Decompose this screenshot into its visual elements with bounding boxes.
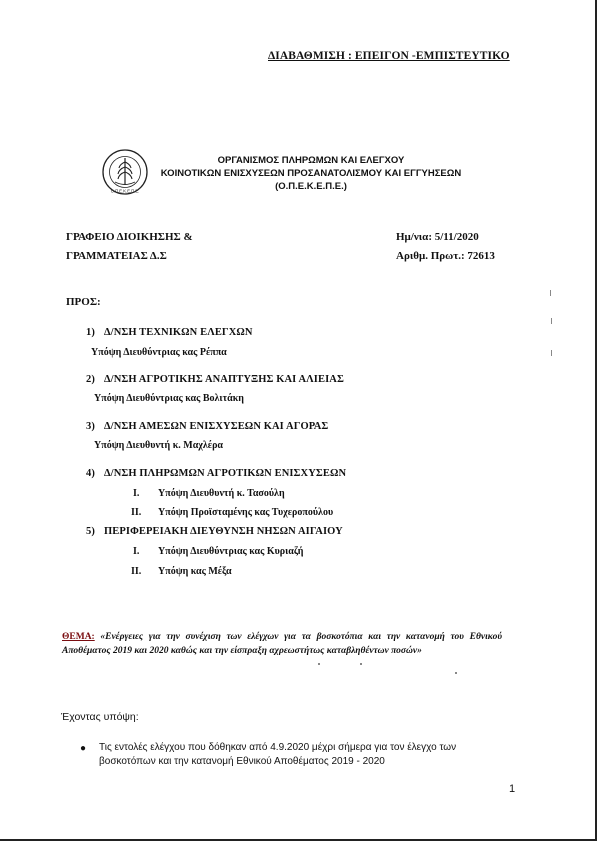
recipient-attention: Υπόψη Διευθύντριας κας Βολιτάκη xyxy=(94,393,244,404)
recipient-attention: Υπόψη Διευθυντή κ. Μαχλέρα xyxy=(94,440,224,451)
opekepe-wheat-logo-icon xyxy=(101,148,149,196)
recipient-name: Δ/ΝΣΗ ΤΕΧΝΙΚΩΝ ΕΛΕΓΧΩΝ xyxy=(104,327,253,338)
sub-recipient-number: II. xyxy=(131,566,142,577)
recipient-number: 4) xyxy=(86,468,95,479)
to-label: ΠΡΟΣ: xyxy=(66,296,101,308)
protocol-number: Αριθμ. Πρωτ.: 72613 xyxy=(396,250,495,262)
recipient-name: Δ/ΝΣΗ ΑΜΕΣΩΝ ΕΝΙΣΧΥΣΕΩΝ ΚΑΙ ΑΓΟΡΑΣ xyxy=(104,421,329,432)
org-line-2: ΚΟΙΝΟΤΙΚΩΝ ΕΝΙΣΧΥΣΕΩΝ ΠΡΟΣΑΝΑΤΟΛΙΣΜΟΥ ΚΑΙ ΕΓΓΥΗΣΕΩΝ xyxy=(160,168,462,179)
subject-text: «Ενέργειες για την συνέχιση των ελέγχων για τα βοσκοτόπια και την κατανομή του Εθνικού Αποθέματος 2019 και 2020 καθώς και την είσπραξη αχρεωστήτως καταβληθέντων ποσών» xyxy=(62,632,502,656)
subject-block xyxy=(62,631,502,658)
scan-speck xyxy=(551,350,552,356)
svg-text:Ο.Π.Ε.Κ.Ε.Π.Ε.: Ο.Π.Ε.Κ.Ε.Π.Ε. xyxy=(110,188,140,194)
bullet-item: Τις εντολές ελέγχου που δόθηκαν από 4.9.2020 μέχρι σήμερα για τον έλεγχο των βοσκοτόπων και την κατανομή Εθνικού Αποθέματος 2019 - 2020 xyxy=(99,742,457,767)
recipient-attention: Υπόψη Διευθύντριας κας Ρέππα xyxy=(91,347,227,358)
sub-recipient-attention: Υπόψη Διευθυντή κ. Τασούλη xyxy=(158,488,285,499)
having-regard-label: Έχοντας υπόψη: xyxy=(61,711,139,723)
subject-label: ΘΕΜΑ: xyxy=(62,632,95,642)
recipient-number: 3) xyxy=(86,421,95,432)
sub-recipient-number: I. xyxy=(133,488,140,499)
organization-name xyxy=(152,154,470,193)
org-line-1: ΟΡΓΑΝΙΣΜΟΣ ΠΛΗΡΩΜΩΝ ΚΑΙ ΕΛΕΓΧΟΥ xyxy=(217,155,405,166)
scan-speck xyxy=(318,663,320,665)
classification-label: ΔΙΑΒΑΘΜΙΣΗ : ΕΠΕΙΓΟΝ -ΕΜΠΙΣΤΕΥΤΙΚΟ xyxy=(268,50,510,62)
page-number: 1 xyxy=(509,783,516,795)
recipient-number: 1) xyxy=(86,327,95,338)
scan-speck xyxy=(551,318,552,324)
bullet-icon: ● xyxy=(80,743,87,754)
sub-recipient-number: I. xyxy=(133,546,140,557)
scan-speck xyxy=(360,663,362,665)
sub-recipient-attention: Υπόψη Διευθύντριας κας Κυριαζή xyxy=(158,546,304,557)
recipient-name: ΠΕΡΙΦΕΡΕΙΑΚΗ ΔΙΕΥΘΥΝΣΗ ΝΗΣΩΝ ΑΙΓΑΙΟΥ xyxy=(104,526,343,537)
scan-speck xyxy=(550,290,551,296)
recipient-number: 2) xyxy=(86,374,95,385)
office-line-1: ΓΡΑΦΕΙΟ ΔΙΟΙΚΗΣΗΣ & xyxy=(66,231,193,243)
sub-recipient-number: II. xyxy=(131,507,142,518)
sub-recipient-attention: Υπόψη Προϊσταμένης κας Τυχεροπούλου xyxy=(158,507,334,518)
scan-speck xyxy=(455,672,457,674)
recipient-name: Δ/ΝΣΗ ΑΓΡΟΤΙΚΗΣ ΑΝΑΠΤΥΞΗΣ ΚΑΙ ΑΛΙΕΙΑΣ xyxy=(104,374,344,385)
org-line-3: (Ο.Π.Ε.Κ.Ε.Π.Ε.) xyxy=(275,181,347,192)
office-line-2: ΓΡΑΜΜΑΤΕΙΑΣ Δ.Σ xyxy=(66,250,167,262)
document-date: Ημ/νια: 5/11/2020 xyxy=(396,231,479,243)
sub-recipient-attention: Υπόψη κας Μέξα xyxy=(158,566,232,577)
recipient-name: Δ/ΝΣΗ ΠΛΗΡΩΜΩΝ ΑΓΡΟΤΙΚΩΝ ΕΝΙΣΧΥΣΕΩΝ xyxy=(104,468,347,479)
recipient-number: 5) xyxy=(86,526,95,537)
